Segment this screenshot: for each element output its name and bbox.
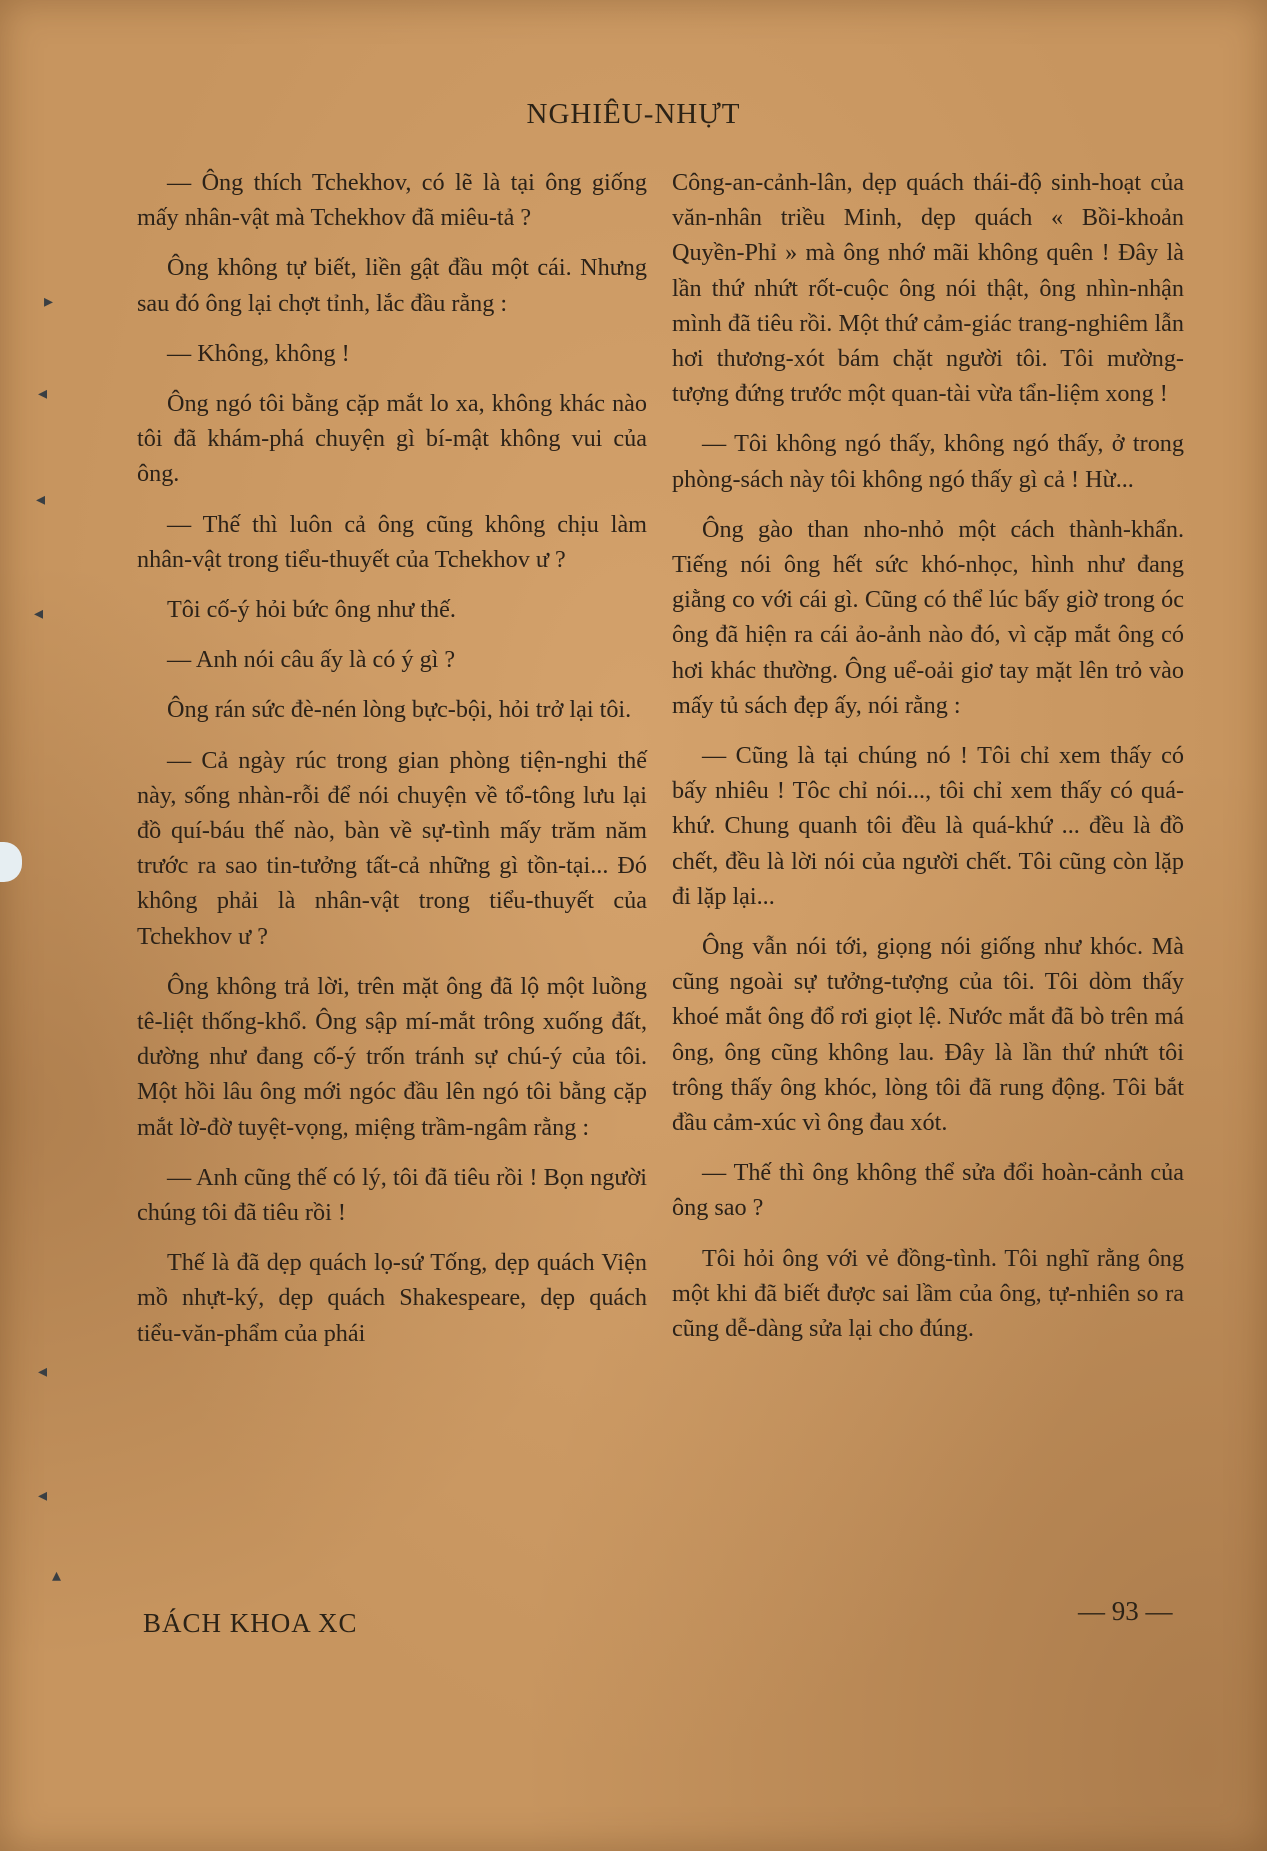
paragraph: Ông rán sức đè-nén lòng bực-bội, hỏi trở lại tôi. [167,696,632,724]
paragraph: Tôi cố-ý hỏi bức ông như thế. [167,596,456,624]
paragraph: — Anh nói câu ấy là có ý gì ? [167,646,456,674]
binding-mark: ▸ [44,291,54,311]
paragraph: — Không, không ! [167,339,350,367]
binding-mark: ◂ [34,603,44,623]
paragraph: Ông không trả lời, trên mặt ông đã lộ một luồng tê-liệt thống-khổ. Ông sập mí-mắt trông xuống đất, dường như đang cố-ý trốn tránh sự chú-ý của tôi. Một hồi lâu ông mới ngóc đầu lên ngó tôi bằng cặp mắt lờ-đờ tuyệt-vọng, miệng trầm-ngâm rằng : [137,972,647,1141]
paragraph: Ông không tự biết, liền gật đầu một cái. Nhưng sau đó ông lại chợt tỉnh, lắc đầu rằng : [137,254,647,317]
page-number: — 93 — [1078,1596,1173,1626]
left-text-column [137,165,647,1366]
paragraph: — Cả ngày rúc trong gian phòng tiện-nghi thế này, sống nhàn-rỗi để nói chuyện về tổ-tông lưu lại đồ quí-báu thế nào, bàn về sự-tình mấy trăm năm trước ra sao tin-tưởng tất-cả những gì tồn-tại... Đó không phải là nhân-vật trong tiểu-thuyết của Tchekhov ư ? [137,746,647,950]
paragraph: Ông vẫn nói tới, giọng nói giống như khóc. Mà cũng ngoài sự tưởng-tượng của tôi. Tôi dòm thấy khoé mắt ông đổ rơi giọt lệ. Nước mắt đã bò trên má ông, ông cũng không lau. Đây là lần thứ nhứt tôi trông thấy ông khóc, lòng tôi đã rung động. Tôi bắt đầu cảm-xúc vì ông đau xót. [672,933,1184,1137]
paragraph: Ông ngó tôi bằng cặp mắt lo xa, không khác nào tôi đã khám-phá chuyện gì bí-mật không vui của ông. [137,390,647,488]
paragraph: — Anh cũng thế có lý, tôi đã tiêu rồi ! Bọn người chúng tôi đã tiêu rồi ! [137,1163,647,1227]
paragraph: Tôi hỏi ông với vẻ đồng-tình. Tôi nghĩ rằng ông một khi đã biết được sai lầm của ông, tự-nhiên so ra cũng dễ-dàng sửa lại cho đúng. [672,1244,1184,1343]
paragraph: — Thế thì luôn cả ông cũng không chịu làm nhân-vật trong tiểu-thuyết của Tchekhov ư ? [137,510,647,573]
right-text-column [672,165,1184,1361]
magazine-name: BÁCH KHOA XC [143,1608,358,1638]
binding-mark: ◂ [38,1485,48,1505]
torn-edge [0,842,22,882]
paragraph: — Tôi không ngó thấy, không ngó thấy, ở trong phòng-sách này tôi không ngó thấy gì cả ! Hừ... [672,430,1184,493]
paragraph: — Thế thì ông không thể sửa đổi hoàn-cảnh của ông sao ? [672,1159,1184,1222]
running-head: NGHIÊU-NHỰT [526,98,741,130]
paragraph: Thế là đã dẹp quách lọ-sứ Tống, dẹp quách Viện mồ nhựt-ký, dẹp quách Shakespeare, dẹp quách tiểu-văn-phẩm của phái [137,1249,647,1347]
binding-mark: ◂ [38,1361,48,1381]
binding-mark: ◂ [36,489,46,509]
binding-mark: ▴ [52,1565,62,1585]
paragraph: — Ông thích Tchekhov, có lẽ là tại ông giống mấy nhân-vật mà Tchekhov đã miêu-tả ? [137,169,647,232]
paragraph: — Cũng là tại chúng nó ! Tôi chỉ xem thấy có bấy nhiêu ! Tôc chỉ nói..., tôi chỉ xem thấy có quá-khứ. Chung quanh tôi đều là quá-khứ ... đều là đồ chết, đều là lời nói của người chết. Tôi cũng còn lặp đi lặp lại... [672,742,1184,910]
binding-mark: ◂ [38,383,48,403]
paragraph: Ông gào than nho-nhỏ một cách thành-khẩn. Tiếng nói ông hết sức khó-nhọc, hình như đang giằng co với cái gì. Cũng có thể lúc bấy giờ trong óc ông đã hiện ra cái ảo-ảnh nào đó, vì cặp mắt ông có hơi khác thường. Ông uể-oải giơ tay mặt lên trỏ vào mấy tủ sách đẹp ấy, nói rằng : [672,515,1184,719]
paragraph: Công-an-cảnh-lân, dẹp quách thái-độ sinh-hoạt của văn-nhân triều Minh, dẹp quách « Bồi-khoản Quyền-Phỉ » mà ông nhớ mãi không quên ! Đây là lần thứ nhứt rốt-cuộc ông nói thật, ông nhìn-nhận mình đã tiêu rồi. Một thứ cảm-giác trang-nghiêm lẫn hơi thương-xót bám chặt người tôi. Tôi mường-tượng đứng trước một quan-tài vừa tẩn-liệm xong ! [672,169,1184,408]
